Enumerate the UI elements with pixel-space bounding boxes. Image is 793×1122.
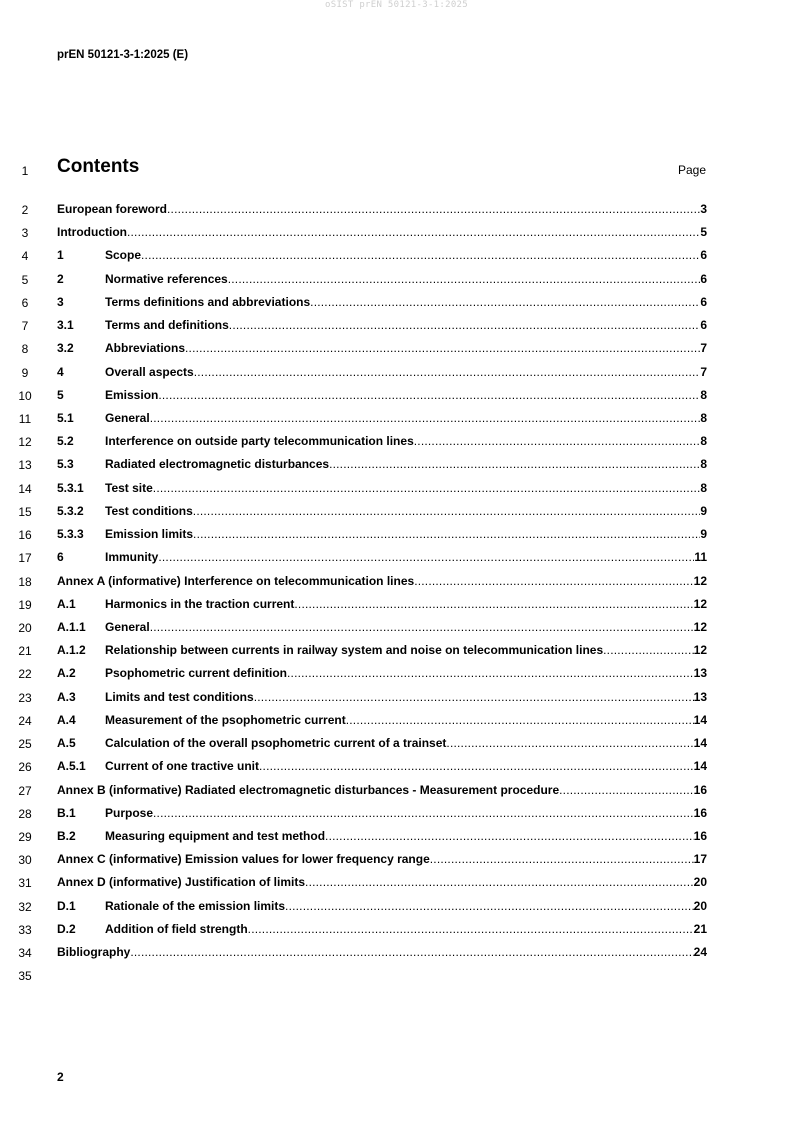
toc-entry-page: 12 xyxy=(693,643,707,658)
toc-entry[interactable] xyxy=(57,922,707,940)
toc-entry-page: 8 xyxy=(700,457,707,472)
toc-dot-leader xyxy=(153,481,701,495)
toc-dot-leader xyxy=(430,852,694,866)
toc-entry-title: Normative references xyxy=(105,271,228,286)
toc-entry-title: Calculation of the overall psophometric current of a trainset xyxy=(105,736,447,751)
toc-entry[interactable] xyxy=(57,272,707,290)
toc-entry[interactable] xyxy=(57,829,707,847)
line-number: 16 xyxy=(18,528,32,543)
toc-entry[interactable] xyxy=(57,388,707,406)
toc-entry-title: General xyxy=(105,619,150,634)
toc-dot-leader xyxy=(287,666,694,680)
toc-entry-page: 21 xyxy=(693,921,707,936)
toc-entry-number: 5.3.1 xyxy=(57,480,84,495)
toc-entry-title: Emission xyxy=(105,387,159,402)
toc-entry-page: 11 xyxy=(694,550,707,565)
toc-entry-title: Introduction xyxy=(57,225,127,240)
toc-entry-title: Addition of field strength xyxy=(105,921,248,936)
toc-entry[interactable] xyxy=(57,434,707,452)
line-number: 27 xyxy=(18,783,32,798)
line-number: 26 xyxy=(18,760,32,775)
toc-entry[interactable] xyxy=(57,318,707,336)
line-number: 3 xyxy=(21,226,29,241)
line-number: 20 xyxy=(18,620,32,635)
line-number: 33 xyxy=(18,922,32,937)
toc-entry[interactable] xyxy=(57,481,707,499)
toc-entry-page: 12 xyxy=(693,596,707,611)
toc-entry-page: 5 xyxy=(700,225,707,240)
line-number: 1 xyxy=(21,164,29,178)
line-number: 30 xyxy=(18,853,32,868)
toc-entry-number: 2 xyxy=(57,271,64,286)
toc-entry-page: 16 xyxy=(693,782,707,797)
toc-entry[interactable] xyxy=(57,945,707,963)
toc-entry-title: Relationship between currents in railway system and noise on telecommunication lines xyxy=(105,643,604,658)
toc-entry[interactable] xyxy=(57,411,707,429)
toc-entry-title: Abbreviations xyxy=(105,341,186,356)
toc-entry-number: A.1.1 xyxy=(57,619,86,634)
toc-entry[interactable] xyxy=(57,806,707,824)
toc-dot-leader xyxy=(254,690,694,704)
toc-entry-title: Psophometric current definition xyxy=(105,666,288,681)
line-number: 34 xyxy=(18,946,32,961)
toc-entry-number: D.2 xyxy=(57,921,76,936)
toc-entry-number: 1 xyxy=(57,248,64,263)
toc-entry-page: 6 xyxy=(700,318,707,333)
toc-entry-page: 8 xyxy=(700,410,707,425)
line-number: 18 xyxy=(18,574,32,589)
toc-entry-title: Annex C (informative) Emission values for lower frequency range xyxy=(57,852,430,867)
line-number: 19 xyxy=(18,597,32,612)
toc-entry-title: Test site xyxy=(105,480,153,495)
toc-entry-title: Scope xyxy=(105,248,142,263)
toc-dot-leader xyxy=(167,202,700,216)
toc-entry-page: 12 xyxy=(693,573,707,588)
toc-entry[interactable] xyxy=(57,899,707,917)
toc-dot-leader xyxy=(158,550,694,564)
line-number: 31 xyxy=(18,876,32,891)
toc-dot-leader xyxy=(158,388,700,402)
toc-dot-leader xyxy=(294,597,693,611)
toc-entry-title: Terms and definitions xyxy=(105,318,229,333)
toc-entry-title: Rationale of the emission limits xyxy=(105,898,286,913)
toc-dot-leader xyxy=(248,922,694,936)
toc-dot-leader xyxy=(130,945,693,959)
toc-entry-page: 17 xyxy=(693,852,707,867)
toc-entry[interactable] xyxy=(57,620,707,638)
toc-entry-title: Interference on outside party telecommunication lines xyxy=(105,434,414,449)
toc-entry[interactable] xyxy=(57,248,707,266)
toc-entry-number: D.1 xyxy=(57,898,76,913)
toc-entry[interactable] xyxy=(57,736,707,754)
line-number: 35 xyxy=(18,969,32,984)
line-number: 10 xyxy=(18,388,32,403)
line-number: 4 xyxy=(21,249,29,264)
toc-entry[interactable] xyxy=(57,690,707,708)
line-number: 25 xyxy=(18,737,32,752)
toc-entry-title: Harmonics in the traction current xyxy=(105,596,295,611)
toc-entry-page: 8 xyxy=(700,480,707,495)
toc-entry-title: Radiated electromagnetic disturbances xyxy=(105,457,330,472)
toc-dot-leader xyxy=(414,574,693,588)
toc-entry[interactable] xyxy=(57,527,707,545)
toc-entry-page: 16 xyxy=(693,805,707,820)
toc-entry-page: 3 xyxy=(700,202,707,216)
toc-entry-title: Measurement of the psophometric current xyxy=(105,712,346,727)
toc-entry-page: 9 xyxy=(700,527,707,542)
toc-dot-leader xyxy=(153,806,694,820)
toc-entry[interactable] xyxy=(57,504,707,522)
toc-entry-page: 20 xyxy=(693,875,707,890)
toc-dot-leader xyxy=(194,365,701,379)
toc-entry[interactable] xyxy=(57,597,707,615)
contents-heading: Contents xyxy=(57,156,140,177)
toc-dot-leader xyxy=(285,899,694,913)
toc-dot-leader xyxy=(559,783,694,797)
toc-entry-number: 5.3.3 xyxy=(57,527,84,542)
line-number: 2 xyxy=(21,203,29,217)
toc-entry[interactable] xyxy=(57,875,707,893)
toc-entry-title: Purpose xyxy=(105,805,154,820)
line-number: 11 xyxy=(18,411,32,426)
toc-entry[interactable] xyxy=(57,643,707,661)
line-number: 17 xyxy=(18,551,32,566)
toc-entry-title: Annex A (informative) Interference on telecommunication lines xyxy=(57,573,415,588)
toc-entry[interactable] xyxy=(57,666,707,684)
toc-entry-page: 14 xyxy=(693,736,707,751)
toc-dot-leader xyxy=(446,736,693,750)
line-number: 21 xyxy=(18,644,32,659)
toc-entry-number: B.1 xyxy=(57,805,76,820)
line-number: 13 xyxy=(18,458,32,473)
toc-entry-number: A.5.1 xyxy=(57,759,86,774)
toc-dot-leader xyxy=(193,504,701,518)
toc-dot-leader xyxy=(150,620,694,634)
toc-entry-number: 3 xyxy=(57,294,64,309)
toc-entry[interactable] xyxy=(57,295,707,313)
toc-dot-leader xyxy=(193,527,700,541)
document-id-header: prEN 50121-3-1:2025 (E) xyxy=(57,49,189,61)
toc-dot-leader xyxy=(127,225,700,239)
toc-entry-page: 9 xyxy=(700,503,707,518)
toc-entry-page: 20 xyxy=(693,898,707,913)
toc-entry[interactable] xyxy=(57,574,707,592)
toc-entry-title: Overall aspects xyxy=(105,364,194,379)
toc-entry-number: A.1.2 xyxy=(57,643,86,658)
line-number: 6 xyxy=(21,295,29,310)
toc-entry[interactable] xyxy=(57,365,707,383)
toc-entry-number: B.2 xyxy=(57,828,76,843)
toc-dot-leader xyxy=(141,248,700,262)
toc-entry-page: 16 xyxy=(693,828,707,843)
toc-entry[interactable] xyxy=(57,457,707,475)
line-number: 12 xyxy=(18,435,32,450)
toc-entry[interactable] xyxy=(57,852,707,870)
page-column-label: Page xyxy=(677,163,706,177)
line-number: 15 xyxy=(18,504,32,519)
line-number: 29 xyxy=(18,829,32,844)
toc-dot-leader xyxy=(346,713,694,727)
toc-entry-page: 24 xyxy=(693,945,707,960)
toc-entry-number: 5.3.2 xyxy=(57,503,84,518)
line-number: 7 xyxy=(21,319,29,334)
toc-entry-title: Immunity xyxy=(105,550,159,565)
toc-dot-leader xyxy=(185,341,700,355)
toc-entry-title: Test conditions xyxy=(105,503,193,518)
toc-entry-page: 8 xyxy=(700,434,707,449)
line-number: 5 xyxy=(21,272,29,287)
toc-dot-leader xyxy=(150,411,701,425)
line-number: 14 xyxy=(18,481,32,496)
toc-entry-title: European foreword xyxy=(57,202,168,216)
toc-entry[interactable] xyxy=(57,225,707,243)
line-number: 8 xyxy=(21,342,29,357)
toc-entry[interactable] xyxy=(57,550,707,568)
toc-entry-title: Current of one tractive unit xyxy=(105,759,260,774)
toc-entry-page: 13 xyxy=(693,689,707,704)
toc-entry-title: Emission limits xyxy=(105,527,194,542)
toc-entry-title: Terms definitions and abbreviations xyxy=(105,294,311,309)
toc-entry[interactable] xyxy=(57,759,707,777)
toc-dot-leader xyxy=(329,457,700,471)
toc-entry-page: 6 xyxy=(700,271,707,286)
toc-entry-number: 5.2 xyxy=(57,434,74,449)
line-number: 28 xyxy=(18,806,32,821)
toc-dot-leader xyxy=(310,295,700,309)
toc-dot-leader xyxy=(229,318,701,332)
toc-dot-leader xyxy=(228,272,701,286)
toc-entry-number: 5.3 xyxy=(57,457,74,472)
toc-entry-page: 7 xyxy=(700,341,707,356)
toc-dot-leader xyxy=(325,829,694,843)
toc-entry-number: 3.1 xyxy=(57,318,74,333)
toc-entry-number: 4 xyxy=(57,364,64,379)
toc-entry-number: 3.2 xyxy=(57,341,74,356)
toc-entry-title: Annex B (informative) Radiated electromagnetic disturbances - Measurement procedure xyxy=(57,782,560,797)
line-number: 24 xyxy=(18,713,32,728)
toc-entry-page: 14 xyxy=(693,759,707,774)
toc-dot-leader xyxy=(259,759,694,773)
line-number: 32 xyxy=(18,899,32,914)
line-number: 23 xyxy=(18,690,32,705)
toc-entry[interactable] xyxy=(57,341,707,359)
toc-entry-number: A.3 xyxy=(57,689,76,704)
toc-entry-page: 6 xyxy=(700,294,707,309)
toc-entry[interactable] xyxy=(57,202,707,220)
toc-entry-number: A.5 xyxy=(57,736,76,751)
toc-entry[interactable] xyxy=(57,713,707,731)
toc-entry-number: 6 xyxy=(57,550,64,565)
toc-dot-leader xyxy=(305,875,694,889)
toc-entry-title: Annex D (informative) Justification of limits xyxy=(57,875,306,890)
toc-dot-leader xyxy=(414,434,701,448)
toc-entry-page: 6 xyxy=(700,248,707,263)
toc-entry-title: Limits and test conditions xyxy=(105,689,254,704)
toc-entry-title: General xyxy=(105,410,150,425)
line-number: 22 xyxy=(18,667,32,682)
toc-entry-page: 13 xyxy=(693,666,707,681)
toc-entry[interactable] xyxy=(57,783,707,801)
toc-entry-title: Measuring equipment and test method xyxy=(105,828,326,843)
toc-entry-number: A.1 xyxy=(57,596,76,611)
toc-entry-page: 8 xyxy=(700,387,707,402)
toc-entry-number: A.4 xyxy=(57,712,76,727)
footer-page-number: 2 xyxy=(57,1070,64,1084)
toc-entry-number: 5.1 xyxy=(57,410,74,425)
toc-entry-page: 7 xyxy=(700,364,707,379)
toc-entry-title: Bibliography xyxy=(57,945,131,960)
toc-entry-page: 14 xyxy=(693,712,707,727)
toc-entry-number: 5 xyxy=(57,387,64,402)
line-number: 9 xyxy=(21,365,29,380)
toc-entry-number: A.2 xyxy=(57,666,76,681)
toc-dot-leader xyxy=(603,643,694,657)
toc-entry-page: 12 xyxy=(693,619,707,634)
watermark: oSIST prEN 50121-3-1:2025 xyxy=(325,0,468,10)
